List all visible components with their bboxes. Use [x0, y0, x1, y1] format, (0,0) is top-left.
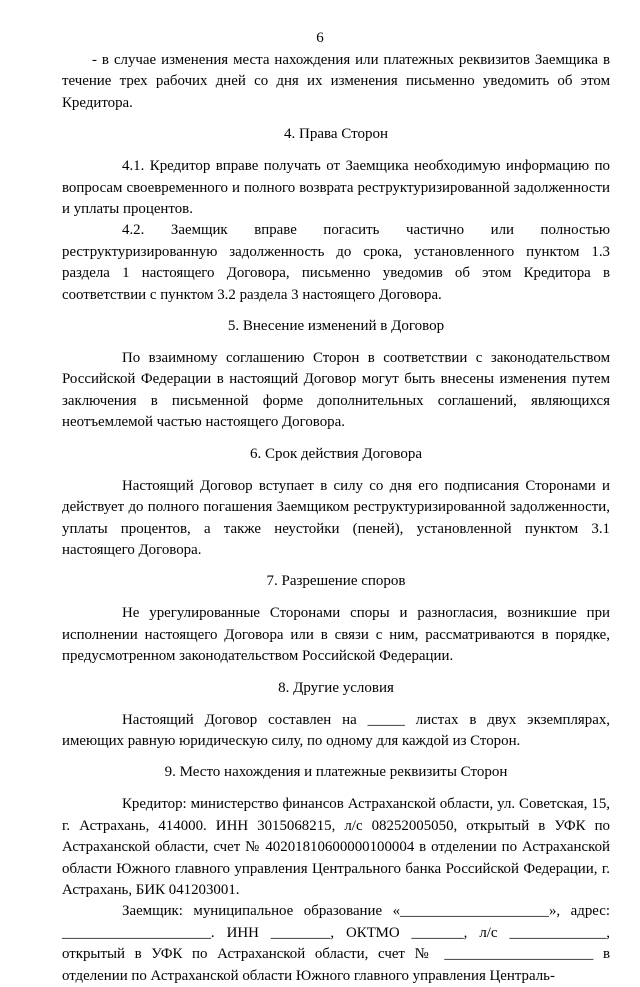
- paragraph: 4.2. Заемщик вправе погасить частично или полностью реструктуризированную задолженность до срока, установленного пунктом 1.3 раздела 1 настоящего Договора, письменно уведомив об этом Кредитора в соответствии с пунктом 3.2 раздела 3 настоящего Договора.: [62, 222, 610, 303]
- paragraph: Заемщик: муниципальное образование «____________________», адрес: ____________________. ИНН ________, ОКТМО _______, л/с _____________, открытый в УФК по Астраханской области, счет № ____________________ в отделении по Астраханской области Южного главного управления Централь-: [62, 903, 610, 984]
- section-disputes: [62, 571, 610, 667]
- paragraph: Не урегулированные Сторонами споры и разногласия, возникшие при исполнении настоящего Договора или в связи с ним, рассматриваются в порядке, предусмотренном законодательством Российской Федерации.: [62, 605, 610, 665]
- intro-paragraph: - в случае изменения места нахождения или платежных реквизитов Заемщика в течение трех рабочих дней со дня их изменения письменно уведомить об этом Кредитора.: [62, 52, 610, 111]
- section-term: [62, 444, 610, 562]
- section-title: 7. Разрешение споров: [266, 573, 406, 590]
- section-requisites: [62, 762, 610, 987]
- section-other: [62, 678, 610, 753]
- page-number: 6: [316, 30, 324, 46]
- section-title: 9. Место нахождения и платежные реквизиты Сторон: [164, 764, 508, 781]
- paragraph: Кредитор: министерство финансов Астраханской области, ул. Советская, 15, г. Астрахань, 414000. ИНН 3015068215, л/с 08252005050, открытый в УФК по Астраханской области, счет № 40201810600000100004 в отделении по Астраханской области Южного главного управления Центрального банка Российской Федерации, г. Астрахань, БИК 041203001.: [62, 796, 610, 898]
- paragraph: 4.1. Кредитор вправе получать от Заемщика необходимую информацию по вопросам своевременного и полного возврата реструктуризированной задолженности и уплаты процентов.: [62, 158, 610, 218]
- section-title: 8. Другие условия: [278, 679, 394, 696]
- section-amendments: [62, 316, 610, 434]
- paragraph: Настоящий Договор вступает в силу со дня его подписания Сторонами и действует до полного погашения Заемщиком реструктуризированной задолженности, уплаты процентов, а также неустойки (пеней), установленной пунктом 3.1 настоящего Договора.: [62, 477, 610, 558]
- section-title: 6. Срок действия Договора: [250, 445, 422, 462]
- document-body: [62, 50, 610, 987]
- section-title: 4. Права Сторон: [284, 126, 388, 143]
- paragraph: По взаимному соглашению Сторон в соответствии с законодательством Российской Федерации в настоящий Договор могут быть внесены изменения путем заключения в письменной форме дополнительных соглашений, являющихся неотъемлемой частью настоящего Договора.: [62, 350, 610, 431]
- section-title: 5. Внесение изменений в Договор: [227, 318, 445, 335]
- section-rights: [62, 124, 610, 306]
- paragraph: Настоящий Договор составлен на _____ листах в двух экземплярах, имеющих равную юридическую силу, по одному для каждой из Сторон.: [62, 711, 610, 749]
